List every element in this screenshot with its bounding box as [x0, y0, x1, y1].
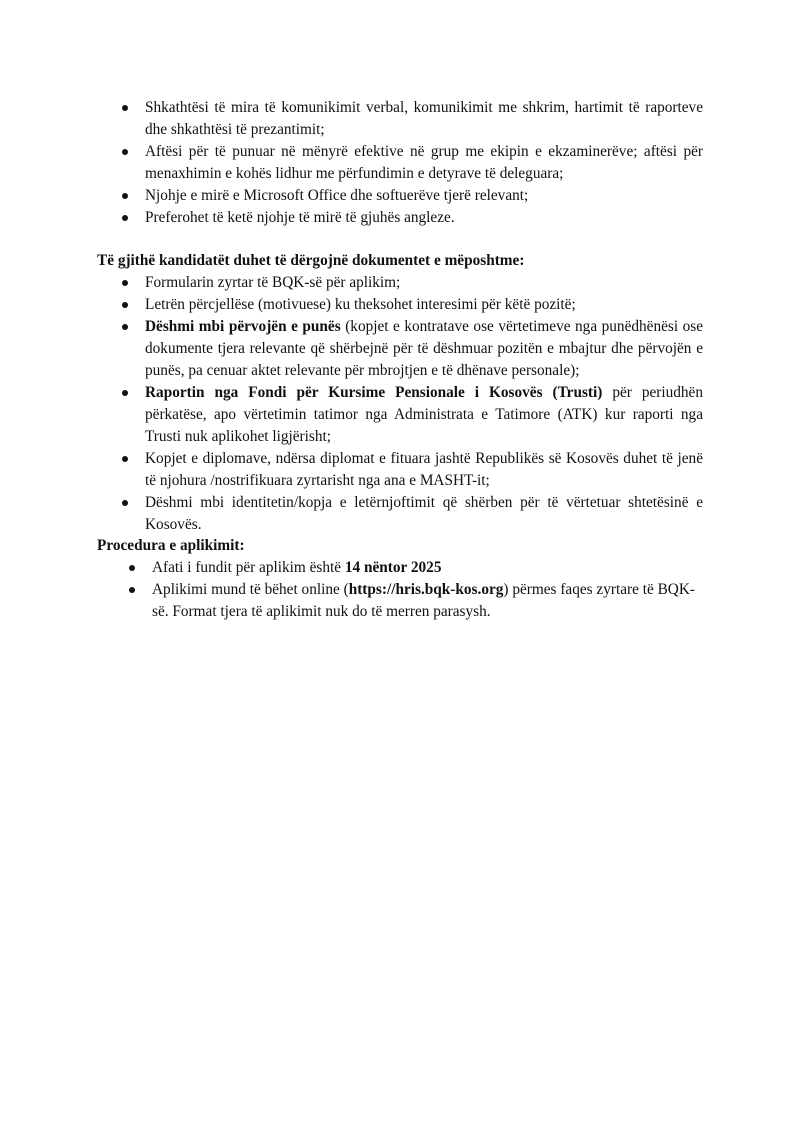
- requirement-text: Njohje e mirë e Microsoft Office dhe softuerëve tjerë relevant;: [145, 187, 529, 204]
- application-link[interactable]: https://hris.bqk-kos.org: [348, 581, 504, 598]
- list-item: [152, 579, 703, 623]
- bullet-icon: [122, 324, 128, 330]
- procedure-list: [152, 557, 703, 623]
- document-text: Formularin zyrtar të BQK-së për aplikim;: [145, 274, 401, 291]
- deadline-text: Afati i fundit për aplikim është: [152, 559, 345, 576]
- procedure-heading: Procedura e aplikimit:: [97, 537, 245, 554]
- list-item: [145, 448, 703, 492]
- application-text: ) përmes faqes zyrtare të BQK-së. Format tjera të aplikimit nuk do të merren parasysh.: [152, 581, 695, 620]
- list-item: [145, 97, 703, 141]
- bullet-icon: [122, 302, 128, 308]
- list-item: [145, 294, 703, 316]
- documents-list: [145, 272, 703, 536]
- application-text: Aplikimi mund të bëhet online (: [152, 581, 349, 598]
- list-item: [145, 382, 703, 448]
- document-text: Letrën përcjellëse (motivuese) ku theksohet interesimi për këtë pozitë;: [145, 296, 576, 313]
- requirements-list: [145, 97, 703, 229]
- document-bold-text: Dëshmi mbi përvojën e punës: [145, 318, 341, 335]
- bullet-icon: [122, 149, 128, 155]
- list-item: [145, 185, 703, 207]
- bullet-icon: [122, 390, 128, 396]
- bullet-icon: [122, 456, 128, 462]
- requirement-text: Preferohet të ketë njohje të mirë të gjuhës angleze.: [145, 209, 455, 226]
- list-item: [145, 272, 703, 294]
- document-text: për periudhën përkatëse, apo vërtetimin tatimor nga Administrata e Tatimore (ATK) kur raporti nga Trusti nuk aplikohet ligjërisht;: [145, 384, 703, 445]
- bullet-icon: [122, 105, 128, 111]
- deadline-date: 14 nëntor 2025: [344, 559, 442, 576]
- documents-heading: Të gjithë kandidatët duhet të dërgojnë dokumentet e mëposhtme:: [97, 252, 525, 269]
- bullet-icon: [122, 215, 128, 221]
- list-item: [145, 141, 703, 185]
- bullet-icon: [122, 280, 128, 286]
- document-bold-text: Raportin nga Fondi për Kursime Pensionale i Kosovës (Trusti): [145, 384, 603, 401]
- list-item: [145, 207, 703, 229]
- list-item: [145, 316, 703, 382]
- document-text: (kopjet e kontratave ose vërtetimeve nga punëdhënësi ose dokumente tjera relevante që shërbejnë për të dëshmuar pozitën e mbajtur dhe përvojën e punës, pa cenuar aktet relevante për mbrojtjen e të dhënave personale);: [145, 318, 704, 379]
- bullet-icon: [122, 193, 128, 199]
- document-text: Dëshmi mbi identitetin/kopja e letërnjoftimit që shërben për të vërtetuar shtetësinë e Kosovës.: [145, 494, 703, 533]
- requirement-text: Aftësi për të punuar në mënyrë efektive në grup me ekipin e ekzaminerëve; aftësi për menaxhimin e kohës lidhur me përfundimin e detyrave të deleguara;: [145, 143, 703, 182]
- bullet-icon: [129, 587, 135, 593]
- bullet-icon: [129, 565, 135, 571]
- list-item: [145, 492, 703, 536]
- list-item: [152, 557, 703, 579]
- document-text: Kopjet e diplomave, ndërsa diplomat e fituara jashtë Republikës së Kosovës duhet të jenë të njohura /nostrifikuara zyrtarisht nga ana e MASHT-it;: [145, 450, 703, 489]
- bullet-icon: [122, 500, 128, 506]
- requirement-text: Shkathtësi të mira të komunikimit verbal, komunikimit me shkrim, hartimit të raporteve dhe shkathtësi të prezantimit;: [145, 99, 703, 138]
